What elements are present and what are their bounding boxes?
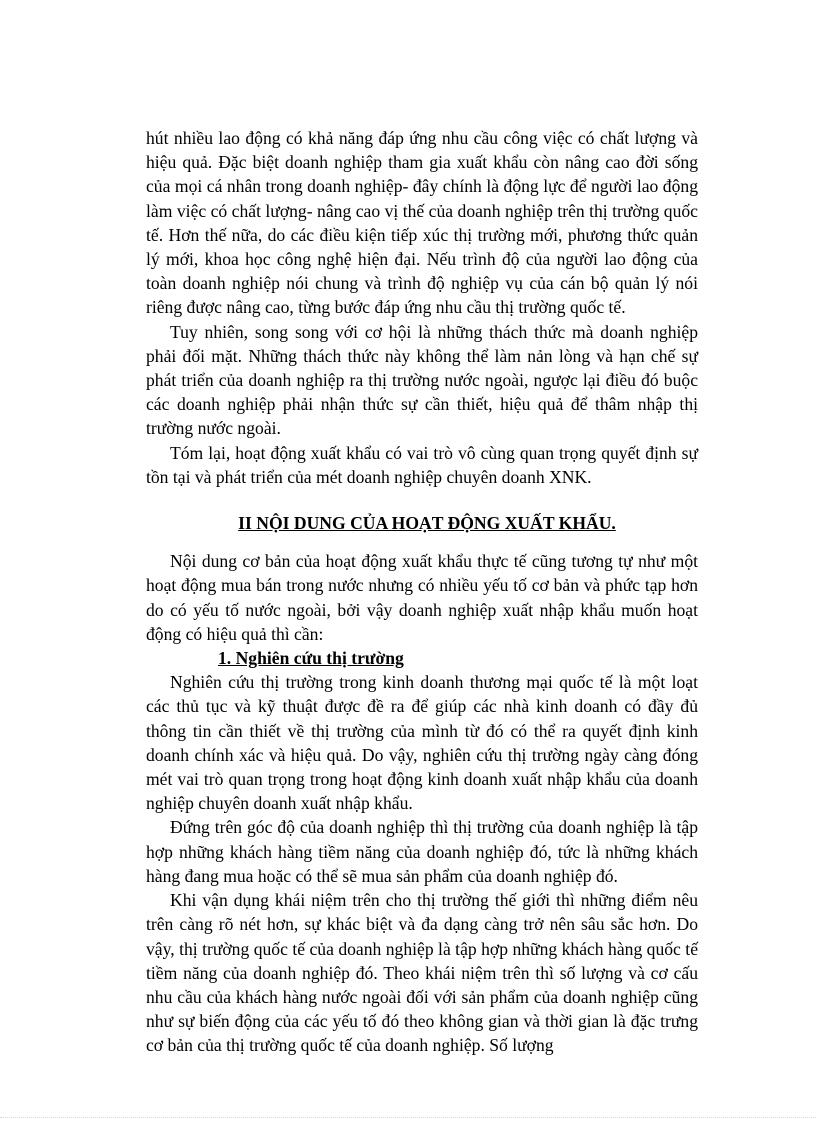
spacer: [146, 535, 698, 549]
paragraph-market-research: Nghiên cứu thị trường trong kinh doanh thương mại quốc tế là một loạt các thủ tục và kỹ thuật được đề ra để giúp các nhà kinh doanh có đầy đủ thông tin cần thiết về thị trường của mình từ đó có thể ra quyết định kinh doanh chính xác và hiệu quả. Do vậy, nghiên cứu thị trường ngày càng đóng mét vai trò quan trọng trong hoạt động kinh doanh xuất nhập khẩu của doanh nghiệp chuyên doanh xuất nhập khẩu.: [146, 672, 698, 814]
document-page: [146, 126, 698, 1058]
paragraph-continuation: hút nhiều lao động có khả năng đáp ứng nhu cầu công việc có chất lượng và hiệu quả. Đặc biệt doanh nghiệp tham gia xuất khẩu còn nâng cao đời sống của mọi cá nhân trong doanh nghiệp- đây chính là động lực để người lao động làm việc có chất lượng- nâng cao vị thế của doanh nghiệp trên thị trường quốc tế. Hơn thế nữa, do các điều kiện tiếp xúc thị trường mới, phương thức quản lý mới, khoa học công nghệ hiện đại. Nếu trình độ của người lao động của toàn doanh nghiệp nói chung và trình độ nghiệp vụ của cán bộ quản lý nói riêng được nâng cao, từng bước đáp ứng nhu cầu thị trường quốc tế.: [146, 128, 698, 318]
section-heading: II NỘI DUNG CỦA HOẠT ĐỘNG XUẤT KHẨU.: [238, 513, 616, 534]
paragraph-international-market: Khi vận dụng khái niệm trên cho thị trường thế giới thì những điểm nêu trên càng rõ nét hơn, sự khác biệt và đa dạng càng trở nên sâu sắc hơn. Do vậy, thị trường quốc tế của doanh nghiệp là tập hợp những khách hàng quốc tế tiềm năng của doanh nghiệp đó. Theo khái niệm trên thì số lượng và cơ cấu nhu cầu của khách hàng nước ngoài đối với sản phẩm của doanh nghiệp cũng như sự biến động của các yếu tố đó theo không gian và thời gian là đặc trưng cơ bản của thị trường quốc tế của doanh nghiệp. Số lượng: [146, 890, 698, 1056]
paragraph-market-definition: Đứng trên góc độ của doanh nghiệp thì thị trường của doanh nghiệp là tập hợp những khách hàng tiềm năng của doanh nghiệp đó, tức là những khách hàng đang mua hoặc có thể sẽ mua sản phẩm của doanh nghiệp đó.: [146, 817, 698, 886]
spacer: [146, 489, 698, 511]
sub-heading: 1. Nghiên cứu thị trường: [218, 648, 404, 669]
paragraph-section-intro: Nội dung cơ bản của hoạt động xuất khẩu thực tế cũng tương tự như một hoạt động mua bán trong nước nhưng có nhiều yếu tố cơ bản và phức tạp hơn do có yếu tố nước ngoài, bởi vậy doanh nghiệp xuất nhập khẩu muốn hoạt động có hiệu quả thì cần:: [146, 551, 698, 644]
paragraph-challenges: Tuy nhiên, song song với cơ hội là những thách thức mà doanh nghiệp phải đối mặt. Những thách thức này không thể làm nản lòng và hạn chế sự phát triển của doanh nghiệp ra thị trường nước ngoài, ngược lại điều đó buộc các doanh nghiệp phải nhận thức sự cần thiết, hiệu quả để thâm nhập thị trường nước ngoài.: [146, 321, 698, 439]
paragraph-summary: Tóm lại, hoạt động xuất khẩu có vai trò vô cùng quan trọng quyết định sự tồn tại và phát triển của mét doanh nghiệp chuyên doanh XNK.: [146, 442, 698, 487]
page-bottom-border: [0, 1117, 816, 1118]
